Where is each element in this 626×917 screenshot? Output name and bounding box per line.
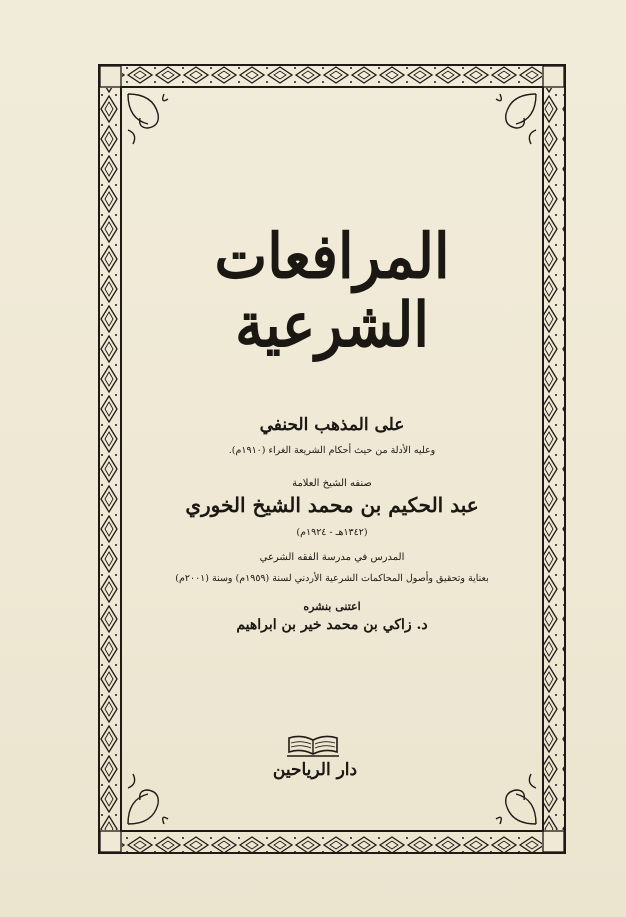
editor-label: اعتنى بنشره <box>303 600 361 614</box>
open-book-icon <box>287 734 339 758</box>
book-title: المرافعات الشرعية <box>214 220 450 361</box>
author-role: المدرس في مدرسة الفقه الشرعي <box>259 552 405 564</box>
corner-flourish-top-left <box>128 94 168 144</box>
publisher-name: دار الرياحين <box>272 760 358 780</box>
author-label: صنفه الشيخ العلامة <box>292 478 372 490</box>
edition-note: بعناية وتحقيق وأصول المحاكمات الشرعية الأردني لسنة (١٩٥٩م) وسنة (٢٠٠١م) <box>175 573 489 585</box>
cover-content <box>135 170 529 633</box>
corner-flourish-top-right <box>496 94 536 144</box>
book-description: وعليه الأدلة من حيث أحكام الشريعة الغراء (١٩١٠م). <box>228 445 436 457</box>
book-subtitle: على المذهب الحنفي <box>259 415 405 436</box>
author-name: عبد الحكيم بن محمد الشيخ الخوري <box>185 493 479 518</box>
author-dates: (١٣٤٢هـ - ١٩٢٤م) <box>296 527 368 539</box>
corner-flourish-bottom-right <box>496 774 536 824</box>
editor-name: د. زاكي بن محمد خير بن ابراهيم <box>236 617 428 634</box>
corner-flourish-bottom-left <box>128 774 168 824</box>
